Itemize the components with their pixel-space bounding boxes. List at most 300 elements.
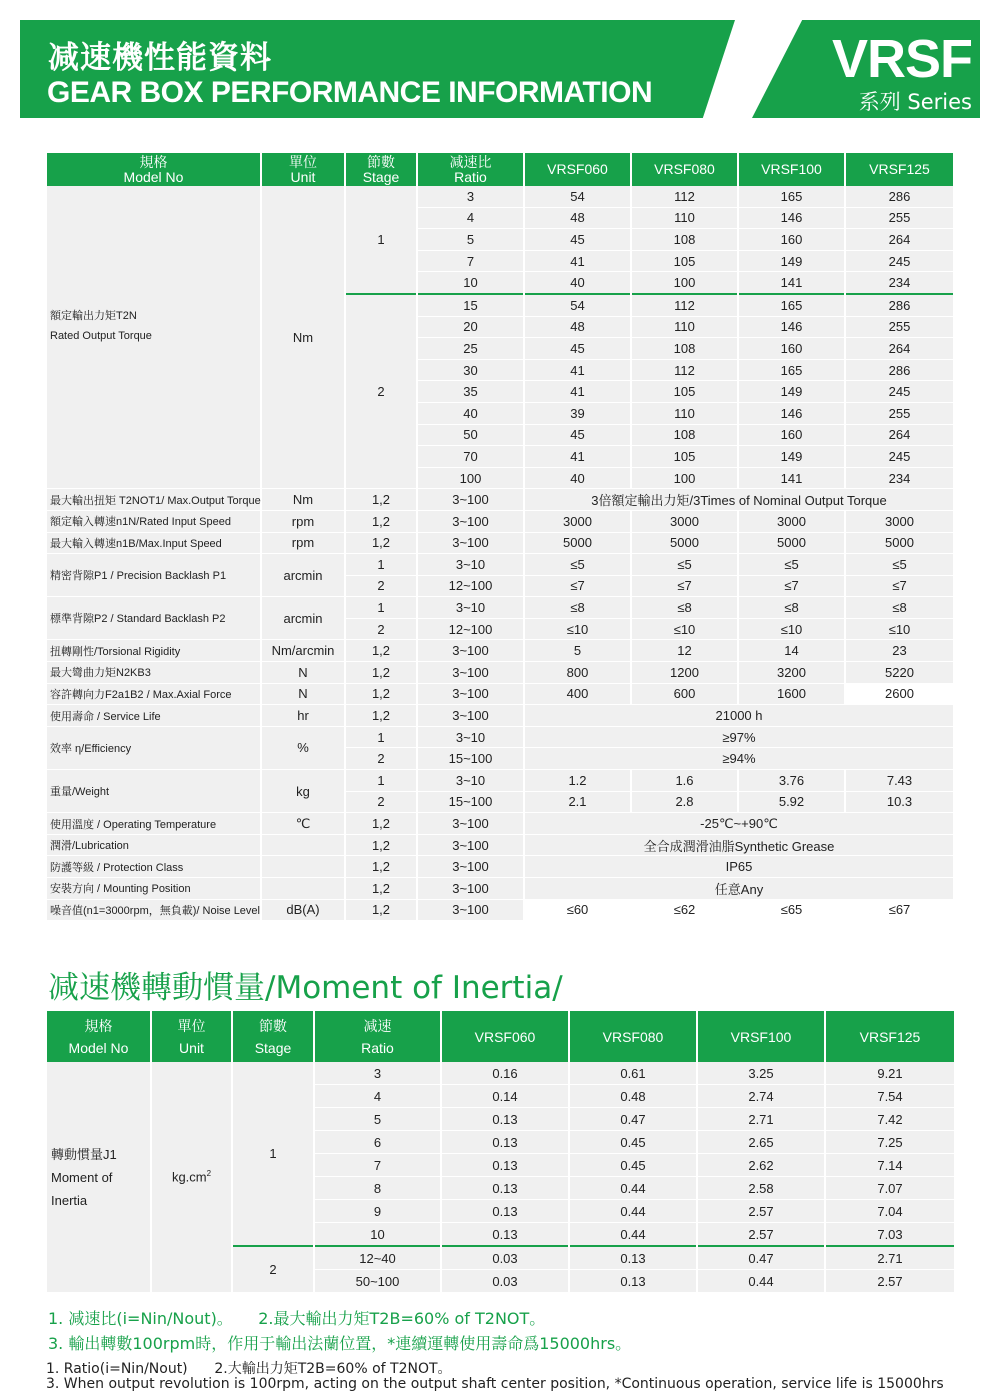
rated-torque-unit: Nm: [261, 186, 345, 489]
ratio-cell: 3~100: [417, 878, 524, 900]
stage-cell: 1,2: [345, 813, 417, 835]
stage-cell: 1,2: [345, 640, 417, 662]
col-vrsf100: VRSF100: [697, 1011, 825, 1062]
stage-cell: 1,2: [345, 834, 417, 856]
ratio-cell: 4: [314, 1085, 441, 1108]
value-cell: 3200: [738, 662, 845, 684]
value-cell: 112: [631, 359, 738, 381]
value-cell: 110: [631, 402, 738, 424]
col-model: 規格 Model No: [47, 1011, 151, 1062]
value-cell: 0.13: [441, 1177, 569, 1200]
inertia-label: 轉動慣量J1 Moment of Inertia: [47, 1062, 151, 1293]
col-vrsf080: VRSF080: [631, 153, 738, 186]
value-cell: 0.13: [441, 1200, 569, 1223]
value-cell: ≤5: [631, 554, 738, 576]
col-stage: 節數 Stage: [345, 153, 417, 186]
unit-cell: ℃: [261, 813, 345, 835]
stage-cell: 1,2: [345, 878, 417, 900]
ratio-cell: 3~100: [417, 856, 524, 878]
stage-cell: 1,2: [345, 899, 417, 921]
value-cell: 14: [738, 640, 845, 662]
ratio-cell: 3~100: [417, 640, 524, 662]
value-cell: 2.71: [825, 1246, 955, 1270]
value-cell: 2.58: [697, 1177, 825, 1200]
ratio-cell: 15~100: [417, 791, 524, 813]
stage-cell: 1,2: [345, 489, 417, 511]
value-cell: 0.44: [569, 1223, 697, 1247]
rated-speed-label: 額定輸入轉速n1N/Rated Input Speed: [47, 510, 261, 532]
ratio-cell: 12~100: [417, 618, 524, 640]
note-en-1b: 2.大輸出力矩T2B=60% of T2NOT。: [214, 1361, 452, 1377]
value-cell: 2.57: [697, 1223, 825, 1247]
value-cell: 12: [631, 640, 738, 662]
value-cell: 2.65: [697, 1131, 825, 1154]
value-cell: ≤10: [738, 618, 845, 640]
ratio-cell: 12~40: [314, 1246, 441, 1270]
value-cell: 7.42: [825, 1108, 955, 1131]
value-cell: ≤10: [631, 618, 738, 640]
value-cell: 41: [524, 381, 631, 403]
col-vrsf125: VRSF125: [845, 153, 954, 186]
ratio-cell: 6: [314, 1131, 441, 1154]
value-cell: 41: [524, 250, 631, 272]
noise-label: 噪音值(n1=3000rpm，無負載)/ Noise Level: [47, 899, 261, 921]
stage-cell: 1: [345, 597, 417, 619]
ratio-cell: 100: [417, 467, 524, 489]
value-cell: 149: [738, 446, 845, 468]
value-cell: ≤5: [845, 554, 954, 576]
col-stage: 節數 Stage: [232, 1011, 314, 1062]
ratio-cell: 30: [417, 359, 524, 381]
stage-cell: 2: [345, 791, 417, 813]
table-row: [47, 1062, 955, 1085]
value-cell: 105: [631, 250, 738, 272]
value-cell: 165: [738, 186, 845, 207]
value-cell: 7.07: [825, 1177, 955, 1200]
value-cell: 286: [845, 359, 954, 381]
value-cell: ≤7: [524, 575, 631, 597]
note-en-line-2: 3. When output revolution is 100rpm, acting on the output shaft center position, *Continuous operation, service life is 15000hrs: [46, 1376, 944, 1392]
inertia-header-row: [47, 1011, 955, 1062]
table-row: [47, 899, 954, 921]
value-cell: 1.6: [631, 770, 738, 792]
table-row: [47, 705, 954, 727]
value-cell: 23: [845, 640, 954, 662]
value-cell: 234: [845, 467, 954, 489]
note-cn-1b: 2.最大輸出力矩T2B=60% of T2NOT。: [258, 1309, 546, 1328]
table-row: [47, 834, 954, 856]
value-cell: 0.13: [441, 1108, 569, 1131]
col-vrsf060: VRSF060: [524, 153, 631, 186]
protection-label: 防護等級 / Protection Class: [47, 856, 261, 878]
note-cn-1a: 1. 减速比(i=Nin/Nout)。: [48, 1309, 233, 1328]
stage-cell: 1,2: [345, 532, 417, 554]
value-cell: 100: [631, 272, 738, 294]
rigidity-label: 扭轉剛性/Torsional Rigidity: [47, 640, 261, 662]
ratio-cell: 10: [314, 1223, 441, 1247]
table-row: [47, 856, 954, 878]
col-vrsf125: VRSF125: [825, 1011, 955, 1062]
value-cell: 146: [738, 402, 845, 424]
value-cell: 5: [524, 640, 631, 662]
value-cell: 600: [631, 683, 738, 705]
value-cell: 2.1: [524, 791, 631, 813]
value-cell: ≤10: [524, 618, 631, 640]
value-cell: 54: [524, 186, 631, 207]
value-cell: 110: [631, 207, 738, 229]
ratio-cell: 7: [417, 250, 524, 272]
value-cell: 110: [631, 316, 738, 338]
value-cell: 5220: [845, 662, 954, 684]
stage-cell: 1,2: [345, 683, 417, 705]
stage-cell: 1,2: [345, 510, 417, 532]
ratio-cell: 5: [417, 229, 524, 251]
table-row: [47, 726, 954, 748]
ratio-cell: 5: [314, 1108, 441, 1131]
value-cell: 0.03: [441, 1270, 569, 1293]
value-cell: 45: [524, 424, 631, 446]
value-cell: 5000: [845, 532, 954, 554]
value-cell: 2.8: [631, 791, 738, 813]
max-torque-label: 最大輸出扭矩 T2NOT1/ Max.Output Torque: [47, 489, 261, 511]
value-cell: 0.13: [441, 1223, 569, 1247]
value-cell: 112: [631, 294, 738, 316]
inertia-unit: $kg.cm^2$: [151, 1062, 232, 1293]
ratio-cell: 70: [417, 446, 524, 468]
value-cell: 0.44: [569, 1177, 697, 1200]
backlash-p2-label: 標準背隙P2 / Standard Backlash P2: [47, 597, 261, 640]
value-cell: 286: [845, 186, 954, 207]
value-cell: 3000: [631, 510, 738, 532]
value-cell: 2.57: [697, 1200, 825, 1223]
value-cell: 7.43: [845, 770, 954, 792]
value-cell: 48: [524, 316, 631, 338]
value-cell: 7.04: [825, 1200, 955, 1223]
bending-label: 最大彎曲力矩N2KB3: [47, 662, 261, 684]
table-row: [47, 662, 954, 684]
unit-cell: arcmin: [261, 597, 345, 640]
efficiency-label: 效率 η/Efficiency: [47, 726, 261, 769]
value-cell: 2.57: [825, 1270, 955, 1293]
ratio-cell: 25: [417, 338, 524, 360]
value-cell: 任意Any: [524, 878, 954, 900]
series-model: VRSF: [831, 29, 972, 89]
table-row: [47, 186, 954, 207]
value-cell: 146: [738, 207, 845, 229]
ratio-cell: 3~100: [417, 489, 524, 511]
ratio-cell: 3~100: [417, 705, 524, 727]
ratio-cell: 3~10: [417, 597, 524, 619]
value-cell: 48: [524, 207, 631, 229]
value-cell: 0.48: [569, 1085, 697, 1108]
unit-cell: rpm: [261, 532, 345, 554]
value-cell: 108: [631, 424, 738, 446]
rated-torque-label: 額定輸出力矩T2N Rated Output Torque: [47, 186, 261, 489]
value-cell: 160: [738, 424, 845, 446]
value-cell: 7.54: [825, 1085, 955, 1108]
value-cell: 0.13: [569, 1270, 697, 1293]
value-cell: 7.14: [825, 1154, 955, 1177]
table-row: [47, 813, 954, 835]
unit-cell: Nm: [261, 489, 345, 511]
stage-cell: 2: [345, 748, 417, 770]
value-cell: 5.92: [738, 791, 845, 813]
unit-cell: [261, 834, 345, 856]
unit-cell: [261, 878, 345, 900]
value-cell: 264: [845, 424, 954, 446]
value-cell: 286: [845, 294, 954, 316]
ratio-cell: 50~100: [314, 1270, 441, 1293]
ratio-cell: 3: [314, 1062, 441, 1085]
value-cell: 0.45: [569, 1154, 697, 1177]
value-cell: -25℃~+90℃: [524, 813, 954, 835]
col-vrsf080: VRSF080: [569, 1011, 697, 1062]
unit-cell: dB(A): [261, 899, 345, 921]
ratio-cell: 3~100: [417, 683, 524, 705]
unit-cell: kg: [261, 770, 345, 813]
value-cell: 108: [631, 229, 738, 251]
stage-cell: 1: [345, 554, 417, 576]
ratio-cell: 3~100: [417, 510, 524, 532]
table-row: [47, 532, 954, 554]
value-cell: 112: [631, 186, 738, 207]
value-cell: 146: [738, 316, 845, 338]
value-cell: 245: [845, 446, 954, 468]
value-cell: 3000: [738, 510, 845, 532]
ratio-cell: 3~10: [417, 554, 524, 576]
value-cell: 100: [631, 467, 738, 489]
table-row: [47, 489, 954, 511]
service-life-label: 使用壽命 / Service Life: [47, 705, 261, 727]
rated-torque-stage-1: 1: [345, 186, 417, 294]
value-cell: 165: [738, 294, 845, 316]
col-vrsf060: VRSF060: [441, 1011, 569, 1062]
value-cell: 245: [845, 381, 954, 403]
ratio-cell: 3~100: [417, 813, 524, 835]
col-vrsf100: VRSF100: [738, 153, 845, 186]
value-cell: 39: [524, 402, 631, 424]
value-cell: 141: [738, 272, 845, 294]
table-row: [47, 683, 954, 705]
value-cell: ≤8: [845, 597, 954, 619]
value-cell: 165: [738, 359, 845, 381]
value-cell: 105: [631, 446, 738, 468]
col-unit: 單位 Unit: [151, 1011, 232, 1062]
value-cell: 0.16: [441, 1062, 569, 1085]
value-cell: 160: [738, 338, 845, 360]
performance-header-row: [47, 153, 954, 186]
note-en-line-1: [46, 1358, 452, 1378]
value-cell: ≤67: [845, 899, 954, 921]
inertia-stage-2: 2: [232, 1246, 314, 1293]
temperature-label: 使用溫度 / Operating Temperature: [47, 813, 261, 835]
value-cell: 0.47: [569, 1108, 697, 1131]
ratio-cell: 40: [417, 402, 524, 424]
ratio-cell: 3: [417, 186, 524, 207]
series-label: 系列 Series: [858, 90, 972, 114]
ratio-cell: 7: [314, 1154, 441, 1177]
value-cell: 54: [524, 294, 631, 316]
lubrication-label: 潤滑/Lubrication: [47, 834, 261, 856]
value-cell: 1600: [738, 683, 845, 705]
note-cn-line-2: 3. 輸出轉數100rpm時，作用于輸出法蘭位置，*連續運轉使用壽命爲15000hrs。: [48, 1334, 632, 1353]
value-cell: ≤65: [738, 899, 845, 921]
weight-label: 重量/Weight: [47, 770, 261, 813]
page-title-cn: 减速機性能資料: [48, 40, 272, 76]
value-cell: ≥94%: [524, 748, 954, 770]
ratio-cell: 20: [417, 316, 524, 338]
value-cell: 40: [524, 272, 631, 294]
value-cell: 3000: [845, 510, 954, 532]
stage-cell: 1,2: [345, 856, 417, 878]
ratio-cell: 3~100: [417, 899, 524, 921]
value-cell: ≤7: [845, 575, 954, 597]
value-cell: 5000: [631, 532, 738, 554]
value-cell: ≤5: [738, 554, 845, 576]
value-cell: 0.61: [569, 1062, 697, 1085]
col-unit: 單位 Unit: [261, 153, 345, 186]
value-cell: IP65: [524, 856, 954, 878]
stage-cell: 1,2: [345, 705, 417, 727]
value-cell: 0.44: [569, 1200, 697, 1223]
value-cell: ≤8: [524, 597, 631, 619]
value-cell: 264: [845, 229, 954, 251]
table-row: [47, 597, 954, 619]
inertia-table: [47, 1011, 956, 1293]
value-cell: ≤5: [524, 554, 631, 576]
value-cell: 5000: [524, 532, 631, 554]
value-cell: 0.47: [697, 1246, 825, 1270]
value-cell: 149: [738, 381, 845, 403]
value-cell: 45: [524, 338, 631, 360]
ratio-cell: 35: [417, 381, 524, 403]
value-cell: 2600: [845, 683, 954, 705]
value-cell: 245: [845, 250, 954, 272]
stage-cell: 2: [345, 575, 417, 597]
col-ratio: 减速 Ratio: [314, 1011, 441, 1062]
value-cell: 0.03: [441, 1246, 569, 1270]
note-en-1a: 1. Ratio(i=Nin/Nout): [46, 1361, 188, 1377]
ratio-cell: 3~100: [417, 662, 524, 684]
value-cell: 3.25: [697, 1062, 825, 1085]
ratio-cell: 15: [417, 294, 524, 316]
value-cell: 0.13: [441, 1154, 569, 1177]
unit-cell: %: [261, 726, 345, 769]
unit-cell: hr: [261, 705, 345, 727]
ratio-cell: 50: [417, 424, 524, 446]
value-cell: 10.3: [845, 791, 954, 813]
value-cell: 1200: [631, 662, 738, 684]
unit-cell: N: [261, 683, 345, 705]
col-model: 規格 Model No: [47, 153, 261, 186]
unit-cell: arcmin: [261, 554, 345, 597]
table-row: [47, 770, 954, 792]
value-cell: 全合成潤滑油脂Synthetic Grease: [524, 834, 954, 856]
value-cell: 1.2: [524, 770, 631, 792]
col-ratio: 减速比 Ratio: [417, 153, 524, 186]
ratio-cell: 3~10: [417, 726, 524, 748]
backlash-p1-label: 精密背隙P1 / Precision Backlash P1: [47, 554, 261, 597]
value-cell: 160: [738, 229, 845, 251]
value-cell: ≤8: [631, 597, 738, 619]
value-cell: 0.13: [441, 1131, 569, 1154]
stage-cell: 2: [345, 618, 417, 640]
value-cell: ≤60: [524, 899, 631, 921]
value-cell: 800: [524, 662, 631, 684]
value-cell: 0.13: [569, 1246, 697, 1270]
value-cell: 3.76: [738, 770, 845, 792]
unit-cell: [261, 856, 345, 878]
table-row: [47, 640, 954, 662]
value-cell: 2.62: [697, 1154, 825, 1177]
max-speed-label: 最大輸入轉速n1B/Max.Input Speed: [47, 532, 261, 554]
value-cell: 0.14: [441, 1085, 569, 1108]
stage-cell: 1: [345, 770, 417, 792]
value-cell: 45: [524, 229, 631, 251]
stage-cell: 1,2: [345, 662, 417, 684]
value-cell: 400: [524, 683, 631, 705]
value-cell: 255: [845, 316, 954, 338]
value-cell: 149: [738, 250, 845, 272]
ratio-cell: 15~100: [417, 748, 524, 770]
value-cell: ≤8: [738, 597, 845, 619]
value-cell: ≤10: [845, 618, 954, 640]
unit-cell: N: [261, 662, 345, 684]
ratio-cell: 10: [417, 272, 524, 294]
value-cell: 255: [845, 402, 954, 424]
value-cell: 108: [631, 338, 738, 360]
value-cell: 2.74: [697, 1085, 825, 1108]
value-cell: 264: [845, 338, 954, 360]
value-cell: 0.45: [569, 1131, 697, 1154]
table-row: [47, 510, 954, 532]
value-cell: 41: [524, 359, 631, 381]
inertia-section-title: 减速機轉動慣量/Moment of Inertia/: [48, 970, 563, 1006]
rated-torque-stage-2: 2: [345, 294, 417, 489]
value-cell: 21000 h: [524, 705, 954, 727]
value-cell: 234: [845, 272, 954, 294]
value-cell: 40: [524, 467, 631, 489]
table-row: [47, 554, 954, 576]
unit-cell: rpm: [261, 510, 345, 532]
value-cell: 3000: [524, 510, 631, 532]
note-cn-line-1: [48, 1306, 545, 1329]
stage-cell: 1: [345, 726, 417, 748]
ratio-cell: 9: [314, 1200, 441, 1223]
performance-table: [47, 153, 955, 921]
value-cell: 7.03: [825, 1223, 955, 1247]
value-cell: 105: [631, 381, 738, 403]
value-cell: 3倍額定輸出力矩/3Times of Nominal Output Torque: [524, 489, 954, 511]
value-cell: 255: [845, 207, 954, 229]
unit-cell: Nm/arcmin: [261, 640, 345, 662]
ratio-cell: 12~100: [417, 575, 524, 597]
value-cell: 9.21: [825, 1062, 955, 1085]
value-cell: 2.71: [697, 1108, 825, 1131]
ratio-cell: 8: [314, 1177, 441, 1200]
value-cell: ≤7: [631, 575, 738, 597]
mounting-label: 安裝方向 / Mounting Position: [47, 878, 261, 900]
value-cell: 141: [738, 467, 845, 489]
value-cell: ≤7: [738, 575, 845, 597]
inertia-stage-1: 1: [232, 1062, 314, 1246]
value-cell: ≥97%: [524, 726, 954, 748]
value-cell: 5000: [738, 532, 845, 554]
value-cell: 7.25: [825, 1131, 955, 1154]
value-cell: ≤62: [631, 899, 738, 921]
value-cell: 41: [524, 446, 631, 468]
ratio-cell: 3~100: [417, 834, 524, 856]
